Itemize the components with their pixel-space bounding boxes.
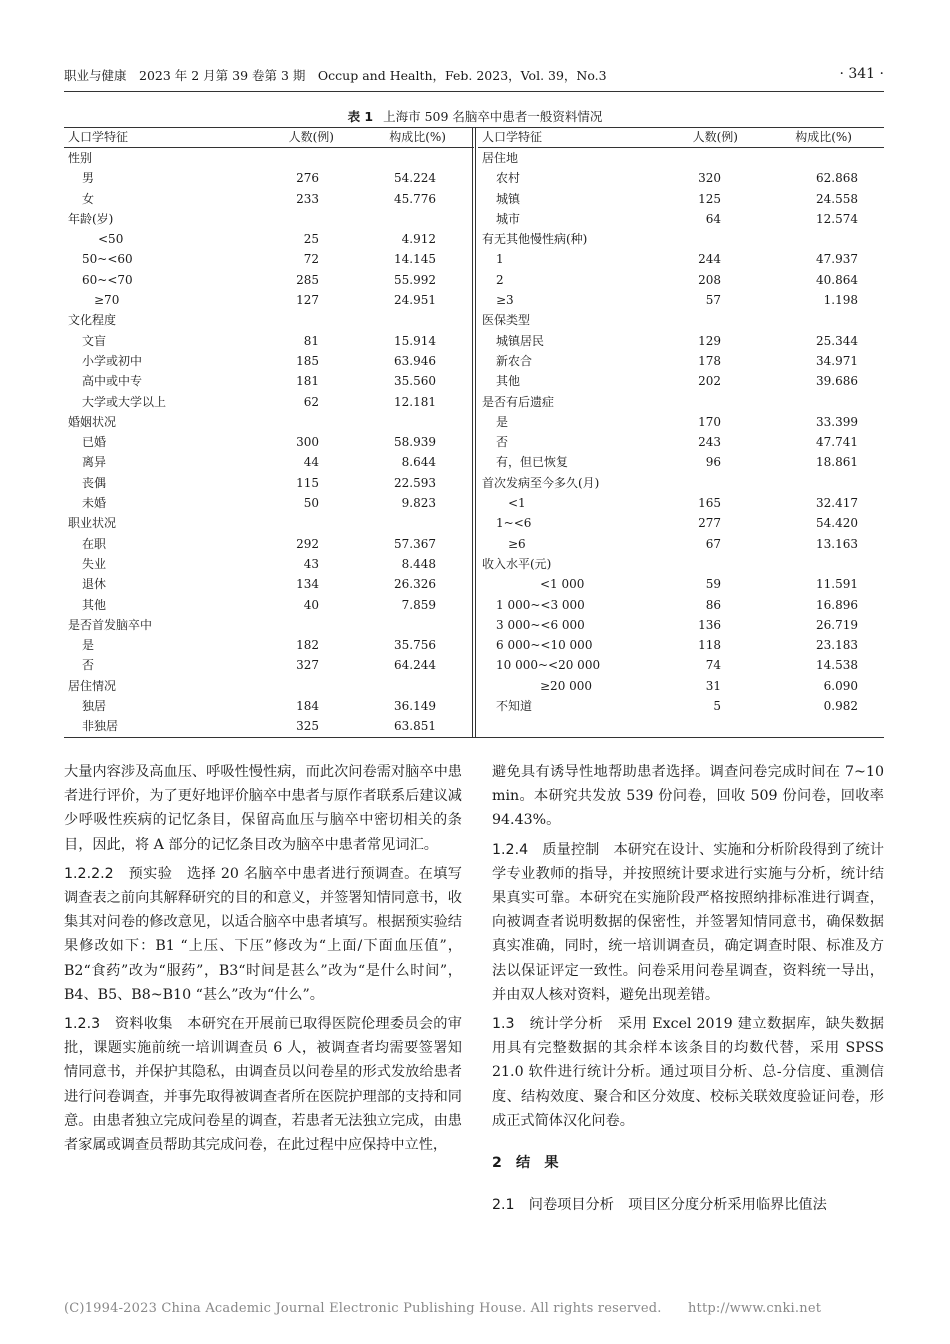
table-row [64, 229, 474, 249]
row-count: 57 [705, 293, 721, 308]
row-label: 2 [496, 272, 504, 287]
section-2-heading: 2 结 果 [492, 1155, 559, 1172]
table-row [478, 331, 884, 351]
row-percent: 24.558 [816, 191, 858, 206]
row-percent: 36.149 [394, 699, 436, 714]
table-row [478, 513, 884, 533]
row-label: 高中或中专 [82, 374, 143, 389]
row-label: ≥6 [508, 536, 526, 551]
row-label: 女 [82, 191, 95, 206]
paragraph: 避免具有诱导性地帮助患者选择。调查问卷完成时间在 7~10 min。本研究共发放 539 份问卷，回收 509 份问卷，回收率 94.43%。 [492, 764, 884, 829]
row-count: 40 [303, 597, 319, 612]
row-count: 327 [296, 658, 319, 673]
row-count: 43 [303, 556, 319, 571]
row-count: 320 [698, 171, 721, 186]
table-row [478, 655, 884, 675]
row-percent: 15.914 [394, 333, 436, 348]
row-label: 未婚 [82, 496, 107, 511]
table-group-row [478, 310, 884, 330]
table-label: 表 1 [347, 109, 374, 124]
row-percent: 62.868 [816, 171, 858, 186]
row-label: 文化程度 [68, 313, 117, 328]
table-row [478, 595, 884, 615]
row-label: <50 [98, 232, 124, 247]
row-percent: 35.756 [394, 638, 436, 653]
row-percent: 26.719 [816, 617, 858, 632]
header-characteristic: 人口学特征 [482, 130, 543, 144]
section-1-2-3: 1.2.3 资料收集 本研究在开展前已取得医院伦理委员会的审批，课题实施前统一培训调查员 6 人，被调查者均需要签署知情同意书，并保护其隐私，由调查员以问卷星的形式发放给患者进行问卷调查，并事先取得被调查者所在医院护理部的支持和同意。由患者独立完成问卷星的调查，若患者无法独立完成，由患者家属或调查员帮助其完成问卷，在此过程中应保持中立性， [64, 1016, 462, 1154]
header-count: 人数(例) [288, 130, 334, 144]
row-percent: 24.951 [394, 293, 436, 308]
table-row [64, 351, 474, 371]
section-1-3: 1.3 统计学分析 采用 Excel 2019 建立数据库，缺失数据用具有完整数据的其余样本该条目的均数代替，采用 SPSS 21.0 软件进行统计分析。通过项目分析、总-分信度、重测信度、结构效度、聚合和区分效度、校标关联效度验证问卷，形成正式简体汉化问卷。 [492, 1016, 884, 1129]
row-count: 181 [296, 374, 319, 389]
header-characteristic: 人口学特征 [68, 130, 129, 144]
row-label: 文盲 [82, 333, 107, 348]
row-label: 婚姻状况 [68, 414, 117, 429]
row-count: 64 [705, 211, 721, 226]
row-count: 74 [705, 658, 721, 673]
row-count: 136 [698, 617, 721, 632]
table-row [64, 452, 474, 472]
row-label: 独居 [82, 699, 107, 714]
row-label: 是 [496, 414, 509, 429]
row-count: 202 [698, 374, 721, 389]
table-row [64, 432, 474, 452]
table-right-half [478, 128, 884, 716]
row-label: 其他 [82, 597, 107, 612]
row-count: 81 [303, 333, 319, 348]
row-percent: 0.982 [823, 699, 858, 714]
row-count: 277 [698, 516, 721, 531]
table-bottom-rule [64, 737, 884, 738]
row-count: 178 [698, 353, 721, 368]
row-count: 208 [698, 272, 721, 287]
table-row [64, 493, 474, 513]
row-label: 有，但已恢复 [496, 455, 569, 470]
section-1-2-2-2: 1.2.2.2 预实验 选择 20 名脑卒中患者进行预调查。在填写调查表之前向其解释研究的目的和意义，并签署知情同意书，收集其对问卷的修改意见，以适合脑卒中患者填写。根据预实验结果修改如下：B1 “上压、下压”修改为“上面/下面血压值”，B2“食药”改为“服药”，B3“时间是甚么”改为“是什么时间”，B4、B5、B8~B10 “甚么”改为“什么”。 [64, 865, 462, 1003]
running-header [64, 66, 884, 86]
row-label: 是 [82, 638, 95, 653]
row-count: 170 [698, 414, 721, 429]
row-count: 182 [296, 638, 319, 653]
row-label: 是否有后遗症 [482, 394, 555, 409]
section-1-2-4: 1.2.4 质量控制 本研究在设计、实施和分析阶段得到了统计学专业教师的指导，并按照统计要求进行实施与分析，统计结果真实可靠。本研究在实施阶段严格按照纳排标准进行调查，向被调查者说明数据的保密性，并签署知情同意书，确保数据真实准确，同时，统一培训调查员，确定调查时限、标准及方法以保证评定一致性。问卷采用问卷星调查，资料统一导出，并由双人核对资料，避免出现差错。 [492, 841, 884, 1003]
row-count: 325 [296, 719, 319, 734]
table-row [478, 290, 884, 310]
row-count: 233 [296, 191, 319, 206]
row-label: 居住情况 [68, 678, 117, 693]
row-count: 5 [713, 699, 721, 714]
row-label: 有无其他慢性病(种) [482, 232, 588, 247]
table-group-row [478, 229, 884, 249]
row-count: 300 [296, 435, 319, 450]
table-row [64, 331, 474, 351]
row-label: 医保类型 [482, 313, 531, 328]
row-label: 收入水平(元) [482, 556, 552, 571]
row-percent: 8.448 [401, 556, 436, 571]
table-row [478, 351, 884, 371]
table-row [478, 270, 884, 290]
row-count: 72 [303, 252, 319, 267]
table-row [64, 696, 474, 716]
table-title: 上海市 509 名脑卒中患者一般资料情况 [383, 109, 603, 124]
row-label: 1 [496, 252, 504, 267]
row-percent: 11.591 [816, 577, 858, 592]
table-row [64, 189, 474, 209]
table-row [64, 168, 474, 188]
row-percent: 64.244 [394, 658, 436, 673]
row-percent: 26.326 [394, 577, 436, 592]
table-left-half [64, 128, 474, 737]
table-row [478, 676, 884, 696]
row-percent: 6.090 [823, 678, 858, 693]
row-percent: 47.937 [816, 252, 858, 267]
row-label: 已婚 [82, 435, 107, 450]
table-row [478, 371, 884, 391]
row-count: 25 [303, 232, 319, 247]
row-count: 129 [698, 333, 721, 348]
table-group-row [64, 513, 474, 533]
row-label: 在职 [82, 536, 107, 551]
table-group-row [64, 615, 474, 635]
row-count: 244 [698, 252, 721, 267]
row-percent: 7.859 [401, 597, 436, 612]
table-group-row [64, 676, 474, 696]
row-label: 退休 [82, 577, 107, 592]
table-group-row [64, 310, 474, 330]
table-group-row [478, 148, 884, 168]
row-label: 性别 [68, 151, 93, 165]
row-label: 新农合 [496, 353, 533, 368]
row-label: 居住地 [482, 151, 519, 165]
table-group-row [64, 148, 474, 168]
row-percent: 45.776 [394, 191, 436, 206]
paragraph: 大量内容涉及高血压、呼吸性慢性病，而此次问卷需对脑卒中患者进行评价，为了更好地评价脑卒中患者与原作者联系后建议减少呼吸性疾病的记忆条目，保留高血压与脑卒中密切相关的条目，因此，将 A 部分的记忆条目改为脑卒中患者常见词汇。 [64, 764, 462, 853]
row-percent: 33.399 [816, 414, 858, 429]
row-label: 否 [496, 435, 509, 450]
row-percent: 63.851 [394, 719, 436, 734]
row-label: 否 [82, 658, 95, 673]
row-count: 185 [296, 353, 319, 368]
row-label: 城镇居民 [496, 333, 545, 348]
table-row [478, 168, 884, 188]
table-row [478, 189, 884, 209]
row-count: 96 [705, 455, 721, 470]
row-percent: 47.741 [816, 435, 858, 450]
table-row [64, 371, 474, 391]
table-row [64, 392, 474, 412]
row-label: ≥3 [496, 293, 514, 308]
copyright-footer: (C)1994-2023 China Academic Journal Electronic Publishing House. All rights reserved. http://www.cnki.net [64, 1301, 822, 1316]
row-label: 城镇 [496, 191, 521, 206]
row-percent: 16.896 [816, 597, 858, 612]
header-percent: 构成比(%) [389, 130, 446, 144]
row-count: 184 [296, 699, 319, 714]
row-percent: 12.574 [816, 211, 858, 226]
row-label: 1 000~<3 000 [496, 597, 585, 612]
row-count: 31 [705, 678, 721, 693]
row-label: 6 000~<10 000 [496, 638, 593, 653]
table-group-row [64, 412, 474, 432]
row-percent: 13.163 [816, 536, 858, 551]
row-label: 农村 [496, 171, 521, 186]
table-row [478, 209, 884, 229]
row-label: 50~<60 [82, 252, 133, 267]
row-count: 285 [296, 272, 319, 287]
row-percent: 35.560 [394, 374, 436, 389]
header-count: 人数(例) [692, 130, 738, 144]
row-label: 大学或大学以上 [82, 394, 167, 409]
row-count: 165 [698, 496, 721, 511]
section-2-1: 2.1 问卷项目分析 项目区分度分析采用临界比值法 [492, 1197, 827, 1214]
row-percent: 14.145 [394, 252, 436, 267]
row-label: 是否首发脑卒中 [68, 617, 153, 632]
row-label: <1 [508, 496, 526, 511]
row-label: 男 [82, 171, 95, 186]
row-count: 62 [303, 394, 319, 409]
row-percent: 63.946 [394, 353, 436, 368]
journal-info: 职业与健康 2023 年 2 月第 39 卷第 3 期 Occup and Health，Feb. 2023，Vol. 39，No.3 [64, 68, 607, 83]
row-percent: 55.992 [394, 272, 436, 287]
row-label: 离异 [82, 455, 107, 470]
row-percent: 32.417 [816, 496, 858, 511]
row-percent: 8.644 [401, 455, 436, 470]
table-caption [0, 107, 950, 125]
table-row [64, 574, 474, 594]
row-percent: 54.224 [394, 171, 436, 186]
row-label: 非独居 [82, 719, 119, 734]
row-label: ≥70 [94, 293, 120, 308]
table-row [64, 595, 474, 615]
row-percent: 14.538 [816, 658, 858, 673]
row-percent: 23.183 [816, 638, 858, 653]
header-rule [64, 91, 884, 92]
row-label: 首次发病至今多久(月) [482, 475, 600, 490]
row-count: 59 [705, 577, 721, 592]
table-row [478, 452, 884, 472]
row-label: 小学或初中 [82, 353, 143, 368]
table-row [478, 249, 884, 269]
row-count: 50 [303, 496, 319, 511]
table-row [64, 716, 474, 736]
table-row [478, 696, 884, 716]
table-row [64, 473, 474, 493]
row-label: 年龄(岁) [68, 211, 114, 226]
row-label: 城市 [496, 211, 521, 226]
row-label: 10 000~<20 000 [496, 658, 601, 673]
row-count: 86 [705, 597, 721, 612]
row-count: 134 [296, 577, 319, 592]
row-label: 不知道 [496, 699, 533, 714]
row-percent: 39.686 [816, 374, 858, 389]
table-row [478, 635, 884, 655]
row-percent: 22.593 [394, 475, 436, 490]
table-row [478, 534, 884, 554]
row-percent: 9.823 [401, 496, 436, 511]
row-percent: 18.861 [816, 455, 858, 470]
row-count: 44 [303, 455, 319, 470]
row-label: <1 000 [540, 577, 585, 592]
table-group-row [478, 392, 884, 412]
row-percent: 40.864 [816, 272, 858, 287]
row-percent: 1.198 [823, 293, 858, 308]
row-percent: 54.420 [816, 516, 858, 531]
table-row [64, 270, 474, 290]
row-percent: 34.971 [816, 353, 858, 368]
table-row [478, 615, 884, 635]
table-header-row [478, 128, 884, 148]
table-row [478, 412, 884, 432]
table-row [64, 554, 474, 574]
table-divider [475, 127, 476, 738]
table-row [64, 655, 474, 675]
table-row [478, 432, 884, 452]
row-label: 职业状况 [68, 516, 117, 531]
row-percent: 57.367 [394, 536, 436, 551]
table-row [64, 249, 474, 269]
row-percent: 58.939 [394, 435, 436, 450]
row-count: 118 [698, 638, 721, 653]
row-label: 3 000~<6 000 [496, 617, 585, 632]
row-count: 67 [705, 536, 721, 551]
row-label: 60~<70 [82, 272, 133, 287]
row-percent: 4.912 [401, 232, 436, 247]
row-count: 125 [698, 191, 721, 206]
row-percent: 25.344 [816, 333, 858, 348]
row-label: ≥20 000 [540, 678, 593, 693]
row-label: 1~<6 [496, 516, 532, 531]
page-number: · 341 · [839, 66, 884, 82]
right-text-column [492, 760, 884, 1217]
row-percent: 12.181 [394, 394, 436, 409]
table-row [64, 534, 474, 554]
row-label: 其他 [496, 374, 521, 389]
table-row [64, 635, 474, 655]
table-group-row [478, 473, 884, 493]
table-header-row [64, 128, 474, 148]
table-group-row [64, 209, 474, 229]
row-label: 丧偶 [82, 475, 107, 490]
row-count: 292 [296, 536, 319, 551]
row-count: 127 [296, 293, 319, 308]
table-row [478, 574, 884, 594]
table-row [478, 493, 884, 513]
row-count: 276 [296, 171, 319, 186]
row-label: 失业 [82, 556, 107, 571]
table-row [64, 290, 474, 310]
left-text-column [64, 760, 462, 1157]
header-percent: 构成比(%) [795, 130, 852, 144]
table-group-row [478, 554, 884, 574]
row-count: 243 [698, 435, 721, 450]
row-count: 115 [296, 475, 319, 490]
